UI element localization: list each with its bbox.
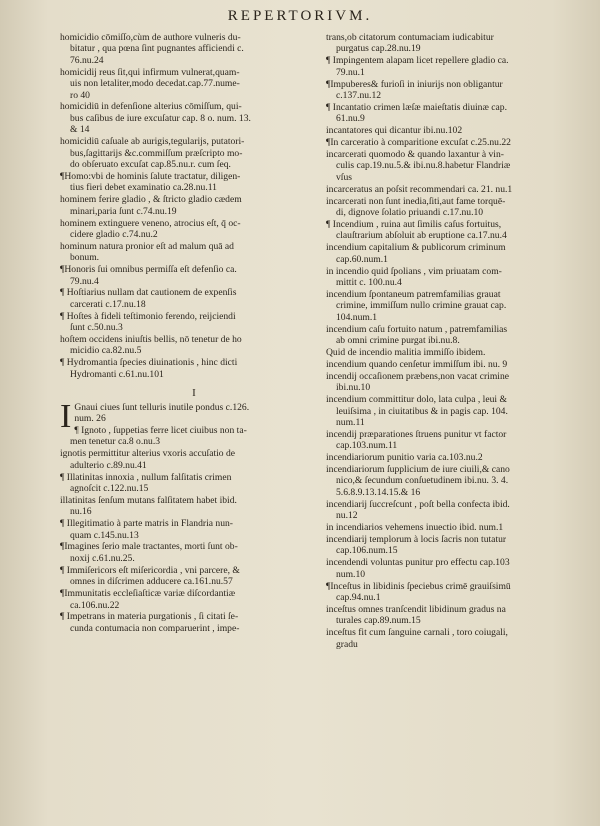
index-entry <box>60 472 328 495</box>
index-entry <box>60 311 328 334</box>
entry-first-line: inceſtus omnes tranſcendit libidinum gradus na <box>326 603 506 615</box>
index-entry <box>60 171 328 194</box>
entry-first-line: ¶Inceſtus in libidinis ſpeciebus crimē grauiſsimū <box>326 580 511 592</box>
index-entry <box>60 241 328 264</box>
entry-continuation: cap.94.nu.1 <box>336 592 381 603</box>
entry-continuation: omnes in diſcrimen adducere ca.161.nu.57 <box>70 576 233 588</box>
entry-first-line: incendiariorum punitio varia ca.103.nu.2 <box>326 452 483 464</box>
entry-continuation: num.10 <box>336 568 366 580</box>
index-entry <box>60 448 328 471</box>
index-entry <box>326 266 594 289</box>
entry-first-line: incendiarij ſuccreſcunt , poſt bella confecta ibid. <box>326 498 510 510</box>
entry-first-line: incendij præparationes ſtruens punitur vt factor <box>326 428 507 440</box>
entry-continuation: noxij c.61.nu.25. <box>70 552 135 564</box>
entry-continuation: Hydromanti c.61.nu.101 <box>70 368 164 380</box>
index-entry <box>326 149 594 183</box>
index-entry <box>326 219 594 242</box>
entry-first-line: incarcerati quomodo & quando laxantur à vin- <box>326 149 504 161</box>
entry-continuation: clauſtrarium abſoluit ab eruptione ca.17.nu.4 <box>336 230 507 242</box>
entry-first-line: incendium ſpontaneum patremfamilias grauat <box>326 288 501 300</box>
index-entry <box>60 334 328 357</box>
entry-first-line: ¶ Incendium , ruina aut ſimilis caſus fortuitus, <box>326 219 502 230</box>
entry-first-line: hoſtem occidens iniuſtis bellis, nō tenetur de ho <box>60 334 242 346</box>
entry-continuation: tius fieri debet examinatio ca.28.nu.11 <box>70 182 217 194</box>
entry-continuation: 76.nu.24 <box>70 54 104 66</box>
entry-first-line: homicidiū caſuale ab aurigis,tegularijs, putatori- <box>60 136 245 148</box>
index-entry <box>326 347 594 358</box>
entry-continuation: cap.103.num.11 <box>336 440 398 452</box>
entry-continuation: agnoſcit c.122.nu.15 <box>70 482 149 494</box>
entry-first-line: ¶ Immiſericors eſt miſericordia , vni parcere, & <box>60 564 240 576</box>
entry-continuation: ro 40 <box>70 89 90 101</box>
entry-continuation: 61.nu.9 <box>336 113 365 125</box>
index-entry <box>60 518 328 541</box>
index-entry <box>326 604 594 627</box>
entry-first-line: hominem extinguere veneno, atrocius eſt, q̄ oc- <box>60 217 241 229</box>
entry-continuation: gradu <box>336 638 358 650</box>
index-entry <box>326 627 594 650</box>
entry-continuation: vſus <box>336 171 352 183</box>
index-entry <box>60 541 328 564</box>
entry-first-line: ¶ Ignoto , ſuppetias ferre licet ciuibus non ta- <box>74 424 247 436</box>
entry-continuation: uis non letaliter,modo decedat.cap.77.nume- <box>70 78 240 90</box>
left-column <box>60 32 328 635</box>
entry-continuation: micidio ca.82.nu.5 <box>70 345 142 357</box>
index-entry <box>326 137 594 148</box>
entry-continuation: carcerati c.17.nu.18 <box>70 298 146 310</box>
entry-first-line: incendium caſu fortuito natum , patremfamilias <box>326 323 508 335</box>
index-entry <box>60 218 328 241</box>
entry-first-line: ¶Homo:vbi de hominis ſalute tractatur, diligen- <box>60 170 241 182</box>
index-entry <box>60 32 328 66</box>
index-entry <box>60 67 328 101</box>
entry-first-line: ¶ Incantatio crimen læſæ maieſtatis diuinæ cap. <box>326 101 507 113</box>
index-entry <box>326 184 594 195</box>
index-entry <box>326 557 594 580</box>
entry-continuation: quam c.145.nu.13 <box>70 529 139 541</box>
entry-first-line: ¶ Illegitimatio à parte matris in Flandria nun- <box>60 518 233 530</box>
entry-continuation: bus,ſagittarijs &c.commiſſum præſcripto mo- <box>70 147 243 159</box>
entry-continuation: crimine, immiſſum nullo crimine grauat cap. <box>336 300 507 312</box>
entry-first-line: homicidij reus ſit,qui infirmum vulnerat,quam- <box>60 66 240 78</box>
index-entry <box>326 196 594 219</box>
index-entry <box>60 425 328 448</box>
entry-continuation: ab omni crimine purgat ibi.nu.8. <box>336 335 460 347</box>
entry-first-line: trans,ob citatorum contumaciam iudicabitur <box>326 32 494 43</box>
index-entry <box>326 289 594 323</box>
entry-continuation: bonum. <box>70 252 100 264</box>
entry-continuation: 79.nu.1 <box>336 66 365 78</box>
index-entry <box>326 125 594 136</box>
entry-first-line: ¶ Hoſtiarius nullam dat cautionem de expenſis <box>60 287 237 299</box>
entry-continuation: mittit c. 100.nu.4 <box>336 277 402 289</box>
entry-continuation: c.137.nu.12 <box>336 90 382 102</box>
entry-first-line: incarcerati non ſunt inedia,ſiti,aut fame torquē- <box>326 195 506 207</box>
entry-continuation: nico,& ſecundum conſuetudinem ibi.nu. 3. 4. <box>336 475 509 487</box>
entry-continuation: ca.106.nu.22 <box>70 599 120 611</box>
entry-continuation: 5.6.8.9.13.14.15.& 16 <box>336 486 421 498</box>
entry-first-line: homicidio cōmiſſo,cùm de authore vulneris du- <box>60 32 241 43</box>
index-entry <box>326 499 594 522</box>
index-entry <box>326 32 594 55</box>
index-entry <box>326 371 594 394</box>
entry-first-line: ignotis permittitur alterius vxoris accuſatio de <box>60 448 236 460</box>
index-entry <box>60 611 328 634</box>
index-entry <box>326 55 594 78</box>
index-entry <box>60 136 328 170</box>
entry-first-line: ¶Impuberes& furioſi in iniurijs non obligantur <box>326 78 503 90</box>
index-entry <box>60 565 328 588</box>
entry-continuation: & 14 <box>70 124 90 136</box>
entry-continuation: bus caſibus de iure excuſatur cap. 8 o. num. 13. <box>70 112 251 124</box>
entry-first-line: incendium capitalium & publicorum criminum <box>326 242 506 254</box>
entry-continuation: cunda contumacia non comparuerint , impe- <box>70 622 240 634</box>
entry-first-line: illatinitas ſenſum mutans falſitatem habet ibid. <box>60 494 237 506</box>
entry-first-line: ¶ Impetrans in materia purgationis , ſi citati ſe- <box>60 611 239 623</box>
entry-first-line: ¶Honoris ſui omnibus permiſſa eſt defenſio ca. <box>60 264 237 276</box>
entry-first-line: incendiarij templorum à locis ſacris non tutatur <box>326 533 507 545</box>
entry-first-line: ¶ Hydromantia ſpecies diuinationis , hinc dicti <box>60 357 238 369</box>
entry-first-line: inceſtus fit cum ſanguine carnali , toro coiugali, <box>326 627 508 639</box>
entry-first-line: in incendiarios vehemens inuectio ibid. num.1 <box>326 522 504 534</box>
entry-continuation: cidere gladio c.74.nu.2 <box>70 228 158 240</box>
entry-first-line: incendij occaſionem præbens,non vacat crimine <box>326 370 510 382</box>
entry-continuation: di, dignove ſolatio priuandi c.17.nu.10 <box>336 207 484 219</box>
entry-continuation: culis cap.19.nu.5.& ibi.nu.8.habetur Flandriæ <box>336 160 511 172</box>
entry-continuation: nu.12 <box>336 510 358 522</box>
index-entry <box>60 402 328 425</box>
index-entry <box>326 102 594 125</box>
entry-first-line: ¶Immunitatis eccleſiaſticæ variæ diſcordantiæ <box>60 588 236 600</box>
index-entry <box>60 588 328 611</box>
index-entry <box>326 359 594 370</box>
index-entry <box>60 287 328 310</box>
entry-continuation: purgatus cap.28.nu.19 <box>336 43 421 55</box>
entry-continuation: num.11 <box>336 416 365 428</box>
index-entry <box>60 194 328 217</box>
entry-continuation: turales cap.89.num.15 <box>336 615 421 627</box>
entry-continuation: num. 26 <box>74 413 106 424</box>
index-entry <box>326 534 594 557</box>
running-header: REPERTORIVM. <box>227 8 373 24</box>
entry-first-line: incendium committitur dolo, lata culpa , leui & <box>326 394 507 406</box>
entry-first-line: incendium quando cenſetur immiſſum ibi. nu. 9 <box>326 358 508 370</box>
index-entry <box>326 464 594 498</box>
entry-continuation: ibi.nu.10 <box>336 382 371 394</box>
entry-continuation: men tenetur ca.8 o.nu.3 <box>70 436 161 448</box>
index-entry <box>326 79 594 102</box>
entry-first-line: Gnaui ciues ſunt telluris inutile pondus c.126. <box>74 401 250 413</box>
entry-continuation: do obſeruato excuſat cap.85.nu.r. cum ſeq. <box>70 158 231 170</box>
drop-cap-letter: I <box>60 397 72 435</box>
entry-first-line: incarceratus an poſsit recommendari ca. 21. nu.1 <box>326 183 513 195</box>
entry-continuation: adulterio c.89.nu.41 <box>70 459 147 471</box>
entry-continuation: ſunt c.50.nu.3 <box>70 322 123 334</box>
right-column <box>326 32 594 651</box>
index-entry <box>326 394 594 428</box>
index-entry <box>60 495 328 518</box>
section-letter: I <box>192 387 196 400</box>
index-entry <box>326 522 594 533</box>
entry-first-line: in incendio quid ſpolians , vim priuatam com- <box>326 265 502 277</box>
entry-continuation: minari,paria ſunt c.74.nu.19 <box>70 205 177 217</box>
entry-first-line: incendendi voluntas punitur pro effectu cap.103 <box>326 557 510 569</box>
entry-first-line: hominum natura pronior eſt ad malum quā ad <box>60 240 234 252</box>
entry-continuation: nu.16 <box>70 506 92 518</box>
index-entry <box>60 357 328 380</box>
entry-first-line: incantatores qui dicantur ibi.nu.102 <box>326 125 463 137</box>
index-entry <box>326 242 594 265</box>
entry-first-line: ¶ Hoſtes à fideli teſtimonio ferendo, reijciendi <box>60 310 236 322</box>
index-entry <box>60 264 328 287</box>
entry-first-line: hominem ferire gladio , & ſtricto gladio cædem <box>60 194 242 206</box>
entry-continuation: bitatur , qua pœna ſint pugnantes afficiendi c. <box>70 43 244 55</box>
index-entry <box>60 101 328 135</box>
entry-first-line: ¶ Impingentem alapam licet repellere gladio ca. <box>326 55 509 67</box>
entry-first-line: Quid de incendio malitia immiſſo ibidem. <box>326 346 486 358</box>
index-entry <box>326 581 594 604</box>
entry-continuation: 104.num.1 <box>336 311 378 323</box>
entry-continuation: cap.106.num.15 <box>336 545 398 557</box>
index-entry <box>326 429 594 452</box>
index-entry <box>326 452 594 463</box>
entry-continuation: leuiſsima , in ciuitatibus & in pagis cap. 104. <box>336 405 508 417</box>
entry-first-line: ¶Imagines ſerio male tractantes, morti ſunt ob- <box>60 541 238 553</box>
index-entry <box>326 324 594 347</box>
entry-first-line: ¶In carceratio à comparitione excuſat c.25.nu.22 <box>326 137 511 149</box>
entry-first-line: ¶ Illatinitas innoxia , nullum falſitatis crimen <box>60 471 232 483</box>
entry-first-line: homicidiū in defenſione alterius cōmiſſum, qui- <box>60 101 242 113</box>
entry-continuation: 79.nu.4 <box>70 275 99 287</box>
entry-first-line: incendiariorum ſupplicium de iure ciuili,& cano <box>326 464 510 476</box>
entry-continuation: cap.60.num.1 <box>336 253 388 265</box>
